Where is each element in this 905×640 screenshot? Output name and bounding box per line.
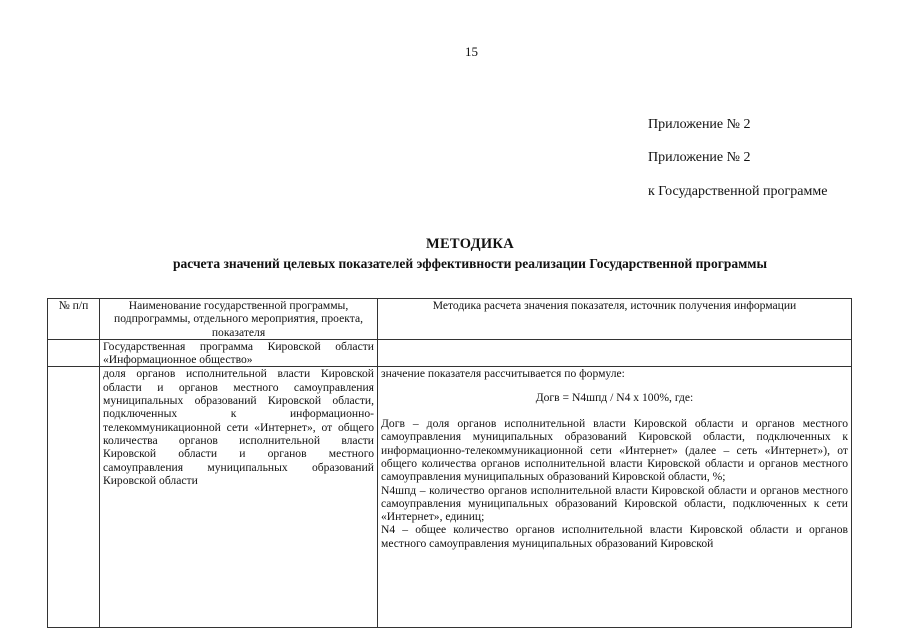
header-number: № п/п (48, 299, 100, 340)
indicator-name-cell: доля органов исполнительной власти Кировской области и органов местного самоуправления муниципальных образований Кировской области, подключенных к информационно-телекоммуникационной сети «Интернет», от общего количества органов исполнительной власти Кировской области и органов местного самоуправления муниципальных образований Кировской области (100, 367, 378, 628)
appendix-label: Приложение № 2 (648, 117, 751, 132)
indicator-number-cell (48, 367, 100, 628)
document-subtitle: расчета значений целевых показателей эффективности реализации Государственной программы (172, 256, 768, 271)
header-name: Наименование государственной программы, подпрограммы, отдельного мероприятия, проекта, показателя (100, 299, 378, 340)
table-header-row (48, 299, 852, 340)
appendix-label-repeat: Приложение № 2 (648, 150, 751, 165)
formula: Догв = N4шпд / N4 х 100%, где: (535, 390, 694, 404)
table-row-program (48, 339, 852, 367)
header-method: Методика расчета значения показателя, источник получения информации (378, 299, 852, 340)
appendix-program-reference: к Государственной программе (648, 184, 828, 199)
table-row-indicator (48, 367, 852, 628)
document-title: МЕТОДИКА (425, 236, 515, 252)
program-method-cell (378, 339, 852, 367)
methodology-table (47, 298, 852, 628)
definition-dogv: Догв – доля органов исполнительной власти Кировской области и органов местного самоуправления муниципальных образований Кировской области, подключенных к информационно-телекоммуникационной сети «Интернет» (далее – сеть «Интернет»), от общего количества органов исполнительной власти Кировской области и органов местного самоуправления муниципальных образований Кировской области, %; (381, 417, 848, 484)
definition-n4shpd: N4шпд – количество органов исполнительной власти Кировской области и органов местного самоуправления муниципальных образований Кировской области, подключенных к сети «Интернет», единиц; (381, 483, 848, 524)
formula-intro: значение показателя рассчитывается по формуле: (381, 367, 625, 381)
program-name-cell: Государственная программа Кировской области «Информационное общество» (100, 339, 378, 367)
program-number-cell (48, 339, 100, 367)
page-number: 15 (465, 44, 478, 59)
indicator-method-cell (378, 367, 852, 628)
definition-n4: N4 – общее количество органов исполнительной власти Кировской области и органов местного самоуправления муниципальных образований Кировской (381, 523, 848, 550)
